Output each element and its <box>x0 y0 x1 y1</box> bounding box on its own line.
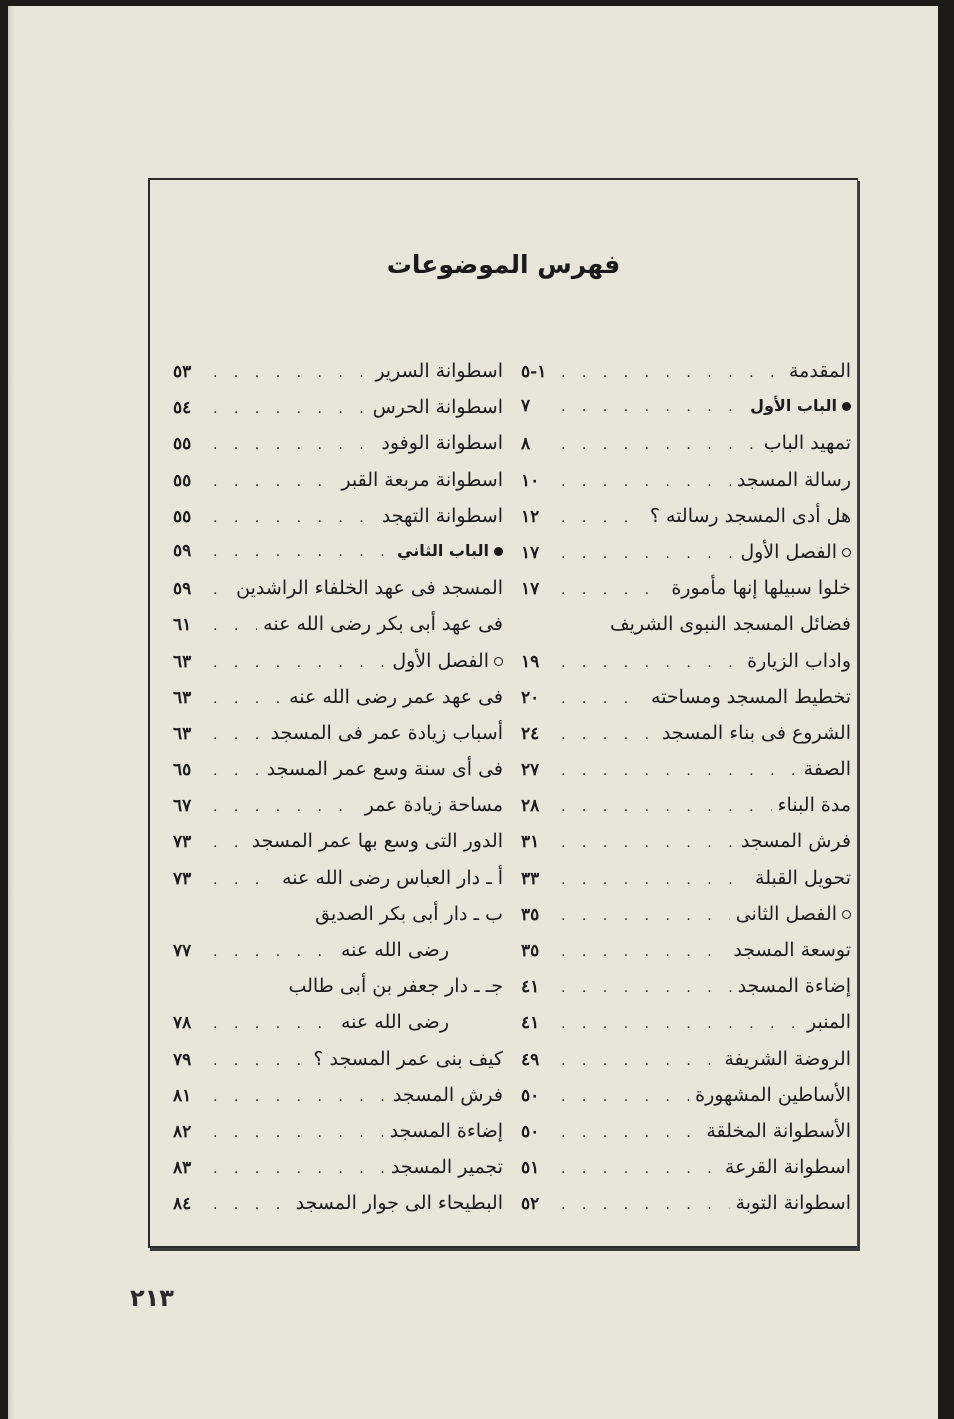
dot-leader <box>213 691 283 707</box>
dot-leader <box>213 401 367 417</box>
entry-title <box>807 1011 851 1033</box>
dot-leader <box>561 691 645 707</box>
dot-leader <box>561 872 749 888</box>
entry-title <box>282 867 503 889</box>
entry-page-number: ٢٧ <box>521 760 540 781</box>
index-entry <box>173 396 503 432</box>
dot-leader <box>561 944 727 960</box>
entry-title-text: فضائل المسجد النبوى الشريف <box>609 613 851 636</box>
index-entry <box>521 903 851 939</box>
entry-page-number: ٣١ <box>521 832 540 853</box>
index-entry <box>173 867 503 903</box>
entry-title <box>764 432 851 454</box>
page-title: فهرس الموضوعات <box>386 250 621 279</box>
index-entry <box>521 1084 851 1120</box>
entry-page-number: ٥٠ <box>521 1085 540 1106</box>
entry-page-number: ١٩ <box>521 651 540 672</box>
entry-title <box>392 650 503 672</box>
index-entry <box>521 867 851 903</box>
entry-title <box>650 505 851 527</box>
index-entry <box>173 1120 503 1156</box>
index-entry <box>521 1120 851 1156</box>
entry-page-number: ٨٣ <box>173 1158 192 1179</box>
entry-title <box>375 360 503 382</box>
index-entry <box>521 650 851 686</box>
entry-title-text: المسجد فى عهد الخلفاء الراشدين <box>236 577 503 600</box>
entry-title-text: فرش المسجد <box>392 1083 503 1106</box>
entry-title-text: فرش المسجد <box>740 830 851 853</box>
entry-title-text: ب ـ دار أبى بكر الصديق <box>315 902 503 925</box>
dot-leader <box>561 1197 730 1213</box>
entry-title <box>741 830 851 852</box>
index-entry <box>173 360 503 396</box>
filled-bullet-icon <box>842 402 851 411</box>
index-entry <box>521 1048 851 1084</box>
entry-page-number: ١-٥ <box>521 362 547 382</box>
entry-title <box>662 722 851 744</box>
dot-leader <box>213 799 359 815</box>
entry-title-text: الفصل الثانى <box>735 902 837 925</box>
entry-title <box>341 469 503 491</box>
entry-title <box>738 975 851 997</box>
index-entry <box>173 1084 503 1120</box>
entry-title-text: خلوا سبيلها إنها مأمورة <box>671 577 851 600</box>
entry-title-text: الباب الأول <box>750 396 837 416</box>
entry-title <box>733 939 851 961</box>
dot-leader <box>213 474 335 490</box>
entry-title <box>778 794 851 816</box>
index-frame <box>148 178 858 1248</box>
dot-leader <box>213 872 276 888</box>
entry-title-text: الأسطوانة المخلقة <box>706 1119 851 1142</box>
entry-title <box>382 505 503 527</box>
index-entry <box>521 939 851 975</box>
entry-title-text: اسطوانة الحرس <box>372 396 503 419</box>
dot-leader <box>213 1053 307 1069</box>
entry-title-text: رضى الله عنه <box>340 939 449 961</box>
entry-title-text: المنبر <box>806 1011 851 1034</box>
entry-title <box>381 432 503 454</box>
entry-page-number: ٨٢ <box>173 1121 192 1142</box>
entry-title <box>740 541 851 563</box>
entry-title <box>695 1084 851 1106</box>
dot-leader <box>213 582 230 598</box>
entry-title-text: الفصل الأول <box>740 540 837 563</box>
entry-page-number: ٣٥ <box>521 904 540 925</box>
entry-page-number: ٥٢ <box>521 1194 540 1215</box>
dot-leader <box>213 437 375 453</box>
entry-page-number: ٧٧ <box>173 941 192 961</box>
index-entry <box>521 541 851 577</box>
entry-title-text: البطيحاء الى جوار المسجد <box>295 1192 503 1215</box>
entry-title <box>610 613 851 635</box>
entry-title-text: أسباب زيادة عمر فى المسجد <box>270 721 503 744</box>
index-entry <box>173 975 503 1011</box>
index-entry <box>173 469 503 505</box>
entry-title <box>288 975 503 997</box>
index-entry <box>521 1192 851 1228</box>
entry-title <box>373 396 503 418</box>
entry-title-text: هل أدى المسجد رسالته ؟ <box>649 504 851 527</box>
entry-page-number: ٣٥ <box>521 941 540 961</box>
entry-title <box>651 686 851 708</box>
entry-title-text: واداب الزيارة <box>747 649 851 672</box>
entry-page-number: ٨٤ <box>173 1194 192 1215</box>
entry-title-text: اسطوانة الوفود <box>381 432 503 455</box>
entry-title <box>804 758 851 780</box>
entry-title-text: الدور التى وسع بها عمر المسجد <box>251 830 503 853</box>
index-entry <box>173 830 503 866</box>
entry-page-number: ٥٠ <box>521 1121 540 1142</box>
entry-page-number: ٧٣ <box>173 868 192 889</box>
dot-leader <box>213 1089 387 1105</box>
entry-page-number: ٢٨ <box>521 796 540 817</box>
entry-title-text: فى أى سنة وسع عمر المسجد <box>266 758 503 781</box>
entry-title <box>391 1156 503 1178</box>
entry-title-text: الأساطين المشهورة <box>695 1083 851 1106</box>
index-entry <box>173 541 503 577</box>
dot-leader <box>561 835 735 851</box>
entry-page-number: ١٠ <box>521 470 540 491</box>
index-entry <box>173 577 503 613</box>
dot-leader <box>213 655 386 671</box>
index-entry <box>521 505 851 541</box>
dot-leader <box>213 618 257 634</box>
dot-leader <box>561 546 734 562</box>
index-entry <box>173 650 503 686</box>
entry-title-text: الصفة <box>803 758 851 781</box>
index-entry <box>173 939 503 975</box>
entry-page-number: ٥٣ <box>173 362 192 382</box>
entry-title-text: توسعة المسجد <box>733 939 851 961</box>
entry-title-text: تمهيد الباب <box>763 432 851 455</box>
index-entry <box>521 1011 851 1047</box>
index-entry <box>173 1156 503 1192</box>
entry-title-text: الروضة الشريفة <box>724 1047 851 1070</box>
entry-title <box>341 939 503 961</box>
entry-title <box>397 541 503 560</box>
index-entry <box>521 758 851 794</box>
dot-leader <box>213 544 391 560</box>
entry-title-text: فى عهد أبى بكر رضى الله عنه <box>263 613 503 636</box>
book-page <box>8 6 938 1419</box>
entry-page-number: ٧ <box>521 396 531 417</box>
entry-title-text: إضاءة المسجد <box>389 1119 503 1142</box>
index-entry <box>521 722 851 758</box>
entry-title <box>313 1048 503 1070</box>
entry-title-text: فى عهد عمر رضى الله عنه <box>289 685 503 708</box>
entry-title <box>296 1192 503 1214</box>
entry-title-text: مدة البناء <box>777 794 851 817</box>
entry-page-number: ٦٣ <box>173 723 192 744</box>
entry-title <box>271 722 503 744</box>
dot-leader <box>561 1125 700 1141</box>
hollow-circle-icon <box>494 657 503 666</box>
index-entry <box>173 1048 503 1084</box>
entry-page-number: ٧٩ <box>173 1049 192 1070</box>
entry-title <box>789 360 851 382</box>
dot-leader <box>561 763 798 779</box>
entry-page-number: ١٢ <box>521 506 540 527</box>
entry-title <box>736 1192 851 1214</box>
index-entry <box>173 613 503 649</box>
dot-leader <box>213 510 376 526</box>
entry-title-text: تحويل القبلة <box>755 866 851 889</box>
entry-page-number: ٤١ <box>521 1013 540 1034</box>
entry-title <box>236 577 503 599</box>
index-entry <box>173 505 503 541</box>
entry-title <box>289 686 503 708</box>
entry-title-text: كيف بنى عمر المسجد ؟ <box>313 1047 503 1070</box>
page-number: ٢١٣ <box>130 1284 174 1312</box>
entry-title-text: الشروع فى بناء المسجد <box>661 721 851 744</box>
dot-leader <box>213 365 369 381</box>
entry-title <box>736 903 851 925</box>
entry-title-text: اسطوانة السرير <box>375 360 503 382</box>
dot-leader <box>561 582 665 598</box>
entry-title <box>267 758 503 780</box>
dot-leader <box>561 437 758 453</box>
index-entry <box>521 1156 851 1192</box>
entry-title <box>750 396 851 415</box>
dot-leader <box>213 1016 335 1032</box>
dot-leader <box>561 399 744 415</box>
entry-page-number: ٣٣ <box>521 868 540 889</box>
index-column-left <box>173 360 503 1229</box>
entry-title-text: رسالة المسجد <box>736 468 851 491</box>
entry-page-number: ٦٣ <box>173 651 192 672</box>
entry-title-text: إضاءة المسجد <box>737 975 851 998</box>
entry-title-text: اسطوانة التهجد <box>381 504 503 527</box>
entry-page-number: ٤٩ <box>521 1049 540 1070</box>
entry-title <box>671 577 851 599</box>
entry-title-text: الباب الثاني <box>397 540 489 560</box>
index-entry <box>521 975 851 1011</box>
dot-leader <box>561 655 741 671</box>
index-entry <box>173 758 503 794</box>
entry-page-number: ٥٥ <box>173 506 192 527</box>
entry-page-number: ٧٣ <box>173 832 192 853</box>
index-entry <box>173 1192 503 1228</box>
entry-page-number: ٤١ <box>521 977 540 998</box>
entry-page-number: ٧٨ <box>173 1013 192 1034</box>
entry-page-number: ٦٣ <box>173 687 192 708</box>
dot-leader <box>561 1053 718 1069</box>
entry-page-number: ٢٤ <box>521 723 540 744</box>
entry-page-number: ٦١ <box>173 615 192 636</box>
dot-leader <box>561 1161 719 1177</box>
entry-page-number: ٥١ <box>521 1158 540 1179</box>
dot-leader <box>213 1197 290 1213</box>
entry-title-text: جـ ـ دار جعفر بن أبى طالب <box>288 975 503 998</box>
entry-title-text: مساحة زيادة عمر <box>364 794 503 817</box>
dot-leader <box>561 510 644 526</box>
index-entry <box>521 686 851 722</box>
index-entry <box>173 722 503 758</box>
dot-leader <box>213 944 335 960</box>
dot-leader <box>561 727 656 743</box>
dot-leader <box>561 908 730 924</box>
dot-leader <box>213 1161 385 1177</box>
index-entry <box>173 794 503 830</box>
entry-page-number: ٨١ <box>173 1085 192 1106</box>
index-entry <box>521 577 851 613</box>
entry-title <box>755 867 851 889</box>
entry-title <box>390 1120 503 1142</box>
entry-title <box>706 1120 851 1142</box>
dot-leader <box>561 474 731 490</box>
dot-leader <box>213 1125 384 1141</box>
entry-title-text: رضى الله عنه <box>340 1011 449 1034</box>
entry-title <box>315 903 503 925</box>
entry-page-number: ٦٥ <box>173 760 192 781</box>
dot-leader <box>561 365 783 381</box>
entry-page-number: ٥٥ <box>173 470 192 491</box>
index-entry <box>173 1011 503 1047</box>
entry-page-number: ١٧ <box>521 542 540 563</box>
index-entry <box>521 469 851 505</box>
entry-title-text: أ ـ دار العباس رضى الله عنه <box>282 866 503 889</box>
entry-page-number: ٥٩ <box>173 579 192 600</box>
index-entry <box>173 686 503 722</box>
dot-leader <box>213 835 246 851</box>
entry-title-text: تجمير المسجد <box>390 1156 503 1179</box>
entry-page-number: ٥٥ <box>173 434 192 455</box>
entry-title <box>341 1011 503 1033</box>
index-column-right <box>521 360 851 1229</box>
entry-title <box>252 830 503 852</box>
dot-leader <box>213 727 265 743</box>
index-entry <box>521 794 851 830</box>
entry-title-text: اسطوانة مربعة القبر <box>341 468 503 491</box>
entry-title <box>737 469 851 491</box>
entry-title-text: اسطوانة القرعة <box>724 1156 851 1179</box>
dot-leader <box>561 799 772 815</box>
dot-leader <box>213 763 261 779</box>
entry-title <box>365 794 503 816</box>
entry-page-number: ٢٠ <box>521 687 540 708</box>
hollow-circle-icon <box>842 548 851 557</box>
entry-title <box>747 650 851 672</box>
entry-title <box>724 1048 851 1070</box>
entry-page-number: ٥٤ <box>173 398 192 419</box>
entry-title-text: الفصل الأول <box>392 649 489 672</box>
dot-leader <box>561 1016 801 1032</box>
index-entry <box>173 903 503 939</box>
index-entry <box>521 360 851 396</box>
entry-title <box>263 613 503 635</box>
filled-bullet-icon <box>494 547 503 556</box>
index-entry <box>521 396 851 432</box>
hollow-circle-icon <box>842 910 851 919</box>
dot-leader <box>561 1089 689 1105</box>
entry-page-number: ٨ <box>521 434 531 455</box>
index-entry <box>521 613 851 649</box>
entry-title <box>725 1156 851 1178</box>
index-entry <box>173 432 503 468</box>
entry-title-text: اسطوانة التوبة <box>735 1192 851 1215</box>
page-edge-shadow <box>8 6 14 1419</box>
entry-title <box>393 1084 503 1106</box>
entry-title-text: المقدمة <box>788 360 851 382</box>
entry-page-number: ٦٧ <box>173 796 192 817</box>
index-entry <box>521 830 851 866</box>
dot-leader <box>561 980 732 996</box>
index-entry <box>521 432 851 468</box>
entry-page-number: ١٧ <box>521 579 540 600</box>
entry-page-number: ٥٩ <box>173 540 192 561</box>
entry-title-text: تخطيط المسجد ومساحته <box>651 685 851 708</box>
